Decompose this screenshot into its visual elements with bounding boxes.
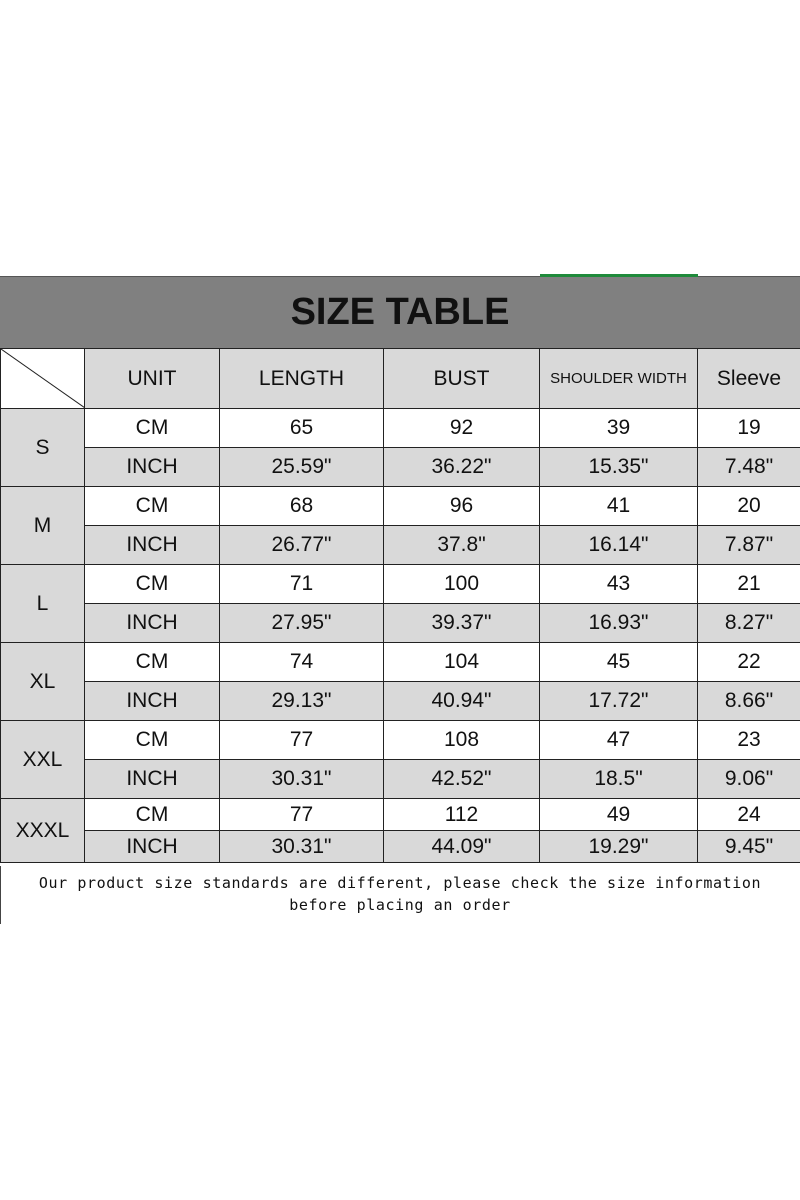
measurement-cell: 77	[220, 721, 384, 760]
diagonal-line	[1, 349, 85, 408]
measurement-cell: 37.8"	[384, 526, 540, 565]
measurement-cell: 74	[220, 643, 384, 682]
measurement-cell: 49	[540, 799, 698, 831]
title-bar	[0, 276, 800, 348]
measurement-cell: 68	[220, 487, 384, 526]
measurement-cell: 9.45"	[698, 831, 800, 863]
unit-cell: CM	[85, 721, 220, 760]
unit-cell: CM	[85, 409, 220, 448]
header-unit: UNIT	[85, 349, 220, 409]
measurement-cell: 24	[698, 799, 800, 831]
table-row	[1, 526, 800, 565]
measurement-cell: 25.59"	[220, 448, 384, 487]
measurement-cell: 36.22"	[384, 448, 540, 487]
measurement-cell: 22	[698, 643, 800, 682]
unit-cell: CM	[85, 799, 220, 831]
measurement-cell: 96	[384, 487, 540, 526]
table-title: SIZE TABLE	[290, 291, 510, 333]
unit-cell: CM	[85, 565, 220, 604]
size-label: XL	[1, 643, 85, 721]
header-row	[1, 349, 800, 409]
table-row	[1, 721, 800, 760]
measurement-cell: 16.93"	[540, 604, 698, 643]
measurement-cell: 47	[540, 721, 698, 760]
measurement-cell: 39.37"	[384, 604, 540, 643]
measurement-cell: 19.29"	[540, 831, 698, 863]
measurement-cell: 45	[540, 643, 698, 682]
table-body	[1, 409, 800, 863]
measurement-cell: 20	[698, 487, 800, 526]
measurement-cell: 30.31"	[220, 760, 384, 799]
table-row	[1, 831, 800, 863]
size-table	[0, 348, 800, 863]
measurement-cell: 29.13"	[220, 682, 384, 721]
unit-cell: INCH	[85, 526, 220, 565]
table-row	[1, 448, 800, 487]
note-line-2: before placing an order	[289, 896, 511, 914]
measurement-cell: 30.31"	[220, 831, 384, 863]
measurement-cell: 42.52"	[384, 760, 540, 799]
measurement-cell: 7.87"	[698, 526, 800, 565]
note-line-1: Our product size standards are different, please check the size information	[38, 874, 762, 892]
measurement-cell: 41	[540, 487, 698, 526]
table-row	[1, 799, 800, 831]
measurement-cell: 65	[220, 409, 384, 448]
accent-mark	[540, 274, 698, 277]
size-note	[0, 872, 800, 916]
measurement-cell: 18.5"	[540, 760, 698, 799]
measurement-cell: 27.95"	[220, 604, 384, 643]
measurement-cell: 112	[384, 799, 540, 831]
table-row	[1, 682, 800, 721]
header-length: LENGTH	[220, 349, 384, 409]
size-label: XXXL	[1, 799, 85, 863]
measurement-cell: 7.48"	[698, 448, 800, 487]
unit-cell: INCH	[85, 831, 220, 863]
table-row	[1, 760, 800, 799]
measurement-cell: 92	[384, 409, 540, 448]
measurement-cell: 71	[220, 565, 384, 604]
unit-cell: INCH	[85, 682, 220, 721]
size-label: L	[1, 565, 85, 643]
size-label: M	[1, 487, 85, 565]
measurement-cell: 40.94"	[384, 682, 540, 721]
table-row	[1, 604, 800, 643]
measurement-cell: 15.35"	[540, 448, 698, 487]
header-bust: BUST	[384, 349, 540, 409]
measurement-cell: 17.72"	[540, 682, 698, 721]
corner-cell	[1, 349, 85, 409]
measurement-cell: 104	[384, 643, 540, 682]
measurement-cell: 19	[698, 409, 800, 448]
measurement-cell: 9.06"	[698, 760, 800, 799]
table-row	[1, 643, 800, 682]
unit-cell: INCH	[85, 760, 220, 799]
unit-cell: INCH	[85, 448, 220, 487]
measurement-cell: 26.77"	[220, 526, 384, 565]
header-shoulder-width: SHOULDER WIDTH	[540, 349, 698, 409]
unit-cell: CM	[85, 487, 220, 526]
table-row	[1, 409, 800, 448]
measurement-cell: 44.09"	[384, 831, 540, 863]
table-row	[1, 487, 800, 526]
unit-cell: INCH	[85, 604, 220, 643]
measurement-cell: 8.66"	[698, 682, 800, 721]
measurement-cell: 8.27"	[698, 604, 800, 643]
table-row	[1, 565, 800, 604]
measurement-cell: 16.14"	[540, 526, 698, 565]
measurement-cell: 108	[384, 721, 540, 760]
measurement-cell: 77	[220, 799, 384, 831]
header-sleeve: Sleeve	[698, 349, 800, 409]
size-label: S	[1, 409, 85, 487]
measurement-cell: 100	[384, 565, 540, 604]
measurement-cell: 21	[698, 565, 800, 604]
size-label: XXL	[1, 721, 85, 799]
unit-cell: CM	[85, 643, 220, 682]
measurement-cell: 43	[540, 565, 698, 604]
measurement-cell: 39	[540, 409, 698, 448]
measurement-cell: 23	[698, 721, 800, 760]
